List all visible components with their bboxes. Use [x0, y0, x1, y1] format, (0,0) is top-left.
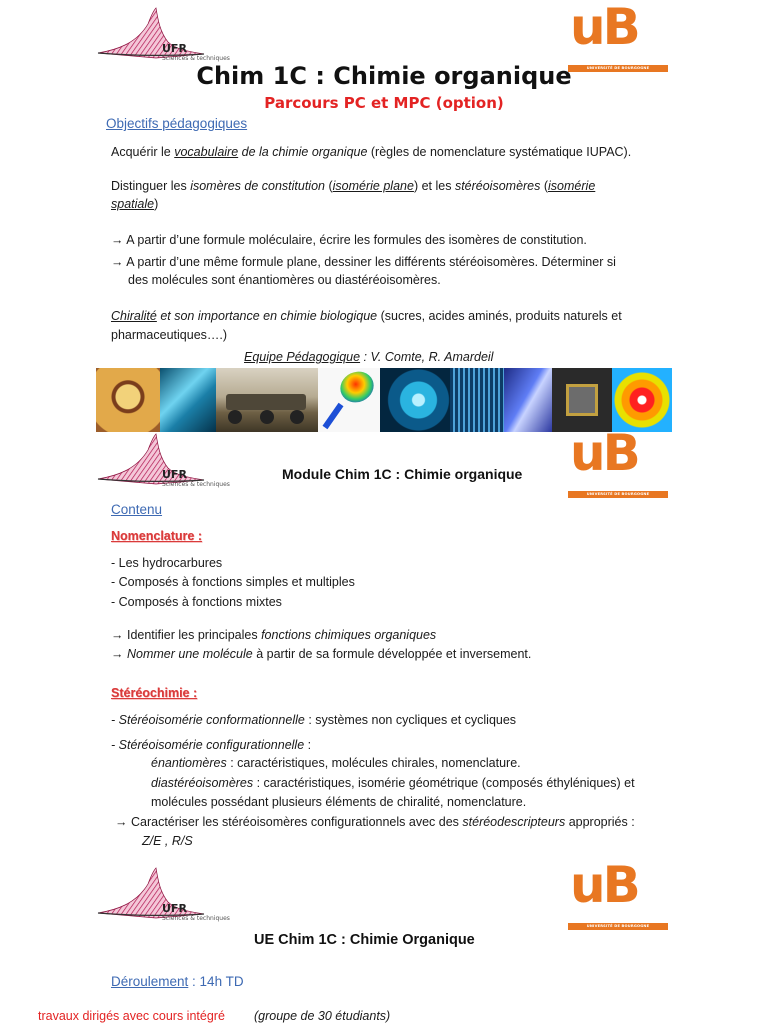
objectif-isomeres: Distinguer les isomères de constitution (isomérie plane) et les stéréoisomères (isomérie	[111, 179, 596, 193]
equipe-pedagogique: Equipe Pédagogique : V. Comte, R. Amardeil	[244, 350, 494, 364]
list-item: - Composés à fonctions simples et multiples	[111, 575, 355, 589]
ufr-subtitle: Sciences & techniques	[162, 481, 230, 488]
objectif-arrow-2-cont: des molécules sont énantiomères ou diastéréoisomères.	[128, 273, 441, 287]
image-banner	[96, 368, 672, 432]
module-title: Module Chim 1C : Chimie organique	[282, 466, 523, 482]
ze-rs: Z/E , R/S	[142, 834, 193, 848]
ufr-subtitle: Sciences & techniques	[162, 915, 230, 922]
configurationnelle: - Stéréoisomérie configurationnelle :	[111, 738, 312, 752]
banner-racket-image	[318, 368, 380, 432]
objectif-chiralite-cont: pharmaceutiques….)	[111, 328, 228, 342]
contenu-arrow-2: → Nommer une molécule à partir de sa formule développée et inversement.	[111, 647, 532, 661]
conformationnelle: - Stéréoisomérie conformationnelle : systèmes non cycliques et cycliques	[111, 713, 517, 727]
ufr-logo	[96, 6, 266, 68]
banner-cell-image	[380, 368, 450, 432]
page-title: Chim 1C : Chimie organique	[196, 62, 572, 90]
ufr-subtitle: Sciences & techniques	[162, 55, 230, 62]
diastereoisomeres: diastéréoisomères : caractéristiques, isomérie géométrique (composés éthyléniques) et	[151, 776, 635, 790]
ub-letters: uB	[570, 856, 638, 914]
deroulement: Déroulement : 14h TD	[111, 974, 244, 989]
enantiomeres: énantiomères : caractéristiques, molécules chirales, nomenclature.	[151, 756, 521, 770]
ufr-logo-module	[96, 432, 266, 494]
diastereoisomeres-cont: molécules possédant plusieurs éléments de chiralité, nomenclature.	[151, 795, 527, 809]
contenu-arrow-1: → Identifier les principales fonctions chimiques organiques	[111, 628, 437, 642]
list-item: - Les hydrocarbures	[111, 556, 223, 570]
ufr-label: UFR	[162, 902, 187, 915]
page-subtitle: Parcours PC et MPC (option)	[264, 94, 504, 112]
banner-rover-image	[216, 368, 318, 432]
objectif-chiralite: Chiralité et son importance en chimie biologique (sucres, acides aminés, produits naturels et	[111, 309, 622, 323]
ub-logo-module	[568, 424, 668, 498]
objectif-arrow-2: → A partir d’une même formule plane, dessiner les différents stéréoisomères. Déterminer si	[111, 255, 616, 269]
banner-heatmap-image	[612, 368, 672, 432]
ub-bar: UNIVERSITÉ DE BOURGOGNE	[568, 923, 668, 930]
ub-bar: UNIVERSITÉ DE BOURGOGNE	[568, 65, 668, 72]
banner-light-image	[504, 368, 552, 432]
objectif-vocabulaire: Acquérir le vocabulaire de la chimie organique (règles de nomenclature systématique IUPAC).	[111, 145, 632, 159]
banner-chip-image	[552, 368, 612, 432]
list-item: - Composés à fonctions mixtes	[111, 595, 282, 609]
objectif-arrow-1: → A partir d’une formule moléculaire, écrire les formules des isomères de constitution.	[111, 233, 587, 247]
objectif-isomeres-cont: spatiale)	[111, 197, 159, 211]
nomenclature-heading: Nomenclature :	[111, 529, 202, 543]
stereochimie-heading: Stéréochimie :	[111, 686, 198, 700]
ub-letters: uB	[570, 424, 638, 482]
ufr-label: UFR	[162, 42, 187, 55]
ub-bar: UNIVERSITÉ DE BOURGOGNE	[568, 491, 668, 498]
banner-data-image	[450, 368, 504, 432]
ufr-logo-ue	[96, 866, 266, 928]
objectifs-heading: Objectifs pédagogiques	[106, 116, 248, 131]
ub-logo-ue	[568, 856, 668, 930]
banner-eye-image	[96, 368, 160, 432]
contenu-heading: Contenu	[111, 502, 163, 517]
ub-letters: uB	[570, 0, 638, 56]
ufr-label: UFR	[162, 468, 187, 481]
banner-crystal-image	[160, 368, 216, 432]
groupe-etudiants: (groupe de 30 étudiants)	[254, 1009, 391, 1023]
travaux-diriges: travaux dirigés avec cours intégré	[38, 1009, 225, 1023]
ue-title: UE Chim 1C : Chimie Organique	[254, 932, 475, 948]
caracteriser: → Caractériser les stéréoisomères configurationnels avec des stéréodescripteurs appropriés :	[115, 815, 635, 829]
